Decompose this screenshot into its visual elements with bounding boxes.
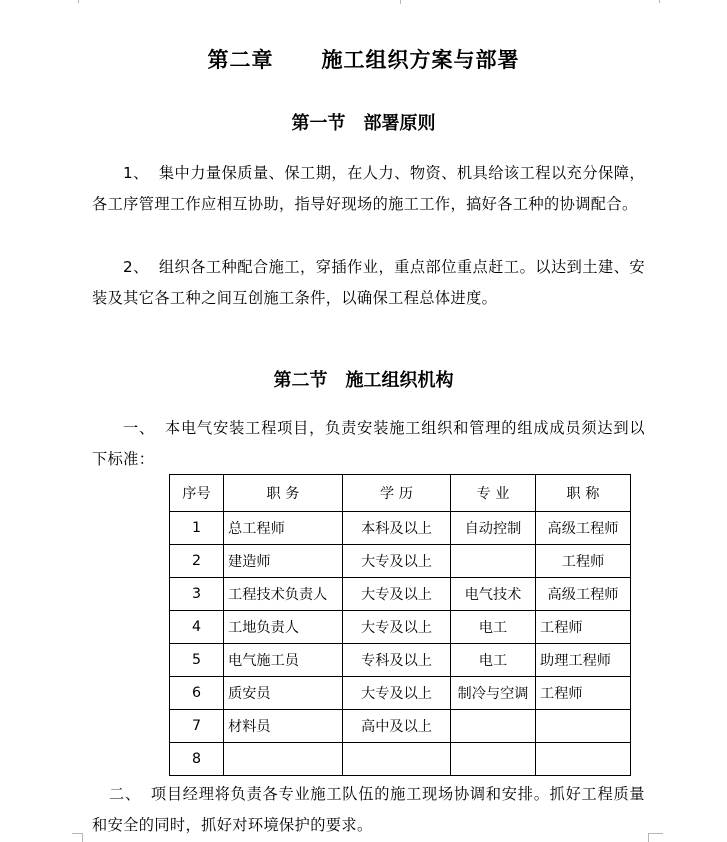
table-row	[170, 545, 631, 578]
table-row	[170, 677, 631, 710]
cell-title: 助理工程师	[536, 644, 631, 677]
cell-title: 工程师	[536, 677, 631, 710]
paragraph-1-text: 集中力量保质量、保工期，在人力、物资、机具给该工程以充分保障，各工序管理工作应相互协助，指导好现场的施工工作，搞好各工种的协调配合。	[92, 164, 646, 213]
section2-closing-text: 项目经理将负责各专业施工队伍的施工现场协调和安排。抓好工程质量和安全的同时，抓好对环境保护的要求。	[92, 785, 645, 834]
cell-position: 材料员	[224, 710, 343, 743]
chapter-title: 施工组织方案与部署	[321, 47, 520, 72]
cell-education: 大专及以上	[343, 578, 451, 611]
table-row	[170, 611, 631, 644]
cell-no: 2	[170, 545, 224, 578]
cell-major: 制冷与空调	[451, 677, 536, 710]
header-major: 专 业	[451, 475, 536, 512]
section2-title: 施工组织机构	[345, 370, 454, 391]
paragraph-2-number: 2、	[123, 258, 149, 276]
cell-no: 3	[170, 578, 224, 611]
table-row	[170, 512, 631, 545]
cell-education: 大专及以上	[343, 545, 451, 578]
section2-intro-number: 一、	[123, 419, 156, 437]
section2-closing-number: 二、	[109, 785, 141, 803]
paragraph-1	[92, 158, 645, 219]
cell-position: 建造师	[224, 545, 343, 578]
cell-title: 高级工程师	[536, 512, 631, 545]
cell-no: 1	[170, 512, 224, 545]
cell-title: 工程师	[536, 545, 631, 578]
paragraph-2-text: 组织各工种配合施工，穿插作业，重点部位重点赶工。以达到土建、安装及其它各工种之间互创施工条件，以确保工程总体进度。	[92, 258, 646, 307]
table-row	[170, 644, 631, 677]
section1-number: 第一节	[291, 113, 346, 134]
header-no: 序号	[170, 475, 224, 512]
paragraph-2	[92, 252, 645, 313]
table-row	[170, 578, 631, 611]
cell-education: 高中及以上	[343, 710, 451, 743]
cell-title: 工程师	[536, 611, 631, 644]
paragraph-1-number: 1、	[123, 164, 149, 182]
cell-position: 总工程师	[224, 512, 343, 545]
chapter-heading	[0, 44, 727, 74]
cell-major: 电工	[451, 644, 536, 677]
header-position: 职 务	[224, 475, 343, 512]
cell-major: 自动控制	[451, 512, 536, 545]
section2-intro	[92, 413, 645, 474]
section2-heading	[0, 366, 727, 392]
header-education: 学 历	[343, 475, 451, 512]
cell-title	[536, 710, 631, 743]
cell-major	[451, 743, 536, 776]
cell-title: 高级工程师	[536, 578, 631, 611]
cell-education: 大专及以上	[343, 677, 451, 710]
cell-position	[224, 743, 343, 776]
section1-heading	[0, 109, 727, 135]
header-title: 职 称	[536, 475, 631, 512]
cell-major	[451, 710, 536, 743]
section2-number: 第二节	[273, 370, 328, 391]
cell-no: 4	[170, 611, 224, 644]
table-row	[170, 743, 631, 776]
cell-position: 工程技术负责人	[224, 578, 343, 611]
cell-major: 电工	[451, 611, 536, 644]
cell-education: 专科及以上	[343, 644, 451, 677]
section1-title: 部署原则	[363, 113, 436, 134]
cell-no: 8	[170, 743, 224, 776]
cell-major: 电气技术	[451, 578, 536, 611]
cell-major	[451, 545, 536, 578]
staff-table	[169, 474, 631, 776]
cell-title	[536, 743, 631, 776]
cell-no: 6	[170, 677, 224, 710]
chapter-number: 第二章	[207, 47, 274, 72]
section2-closing	[92, 779, 645, 840]
section2-intro-text: 本电气安装工程项目，负责安装施工组织和管理的组成成员须达到以下标准：	[92, 419, 645, 468]
table-header-row	[170, 475, 631, 512]
cell-education: 大专及以上	[343, 611, 451, 644]
cell-position: 工地负责人	[224, 611, 343, 644]
cell-education: 本科及以上	[343, 512, 451, 545]
cell-education	[343, 743, 451, 776]
table-row	[170, 710, 631, 743]
cell-no: 7	[170, 710, 224, 743]
cell-position: 电气施工员	[224, 644, 343, 677]
cell-no: 5	[170, 644, 224, 677]
cell-position: 质安员	[224, 677, 343, 710]
